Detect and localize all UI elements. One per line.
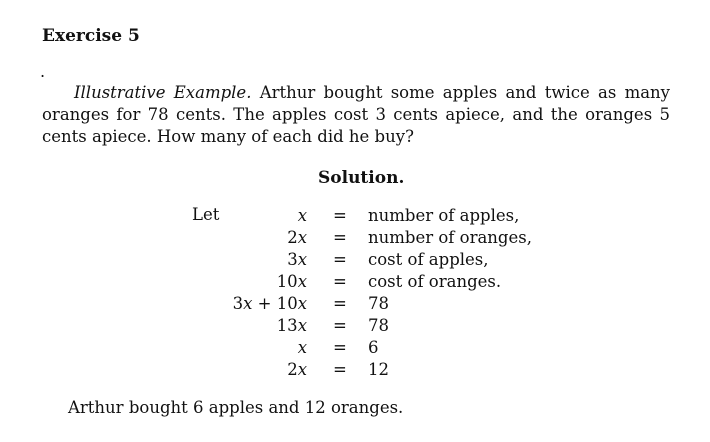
equation-lhs: x xyxy=(297,338,307,357)
equation-lhs: 10x xyxy=(276,272,307,291)
exercise-heading: Exercise 5 xyxy=(42,26,140,46)
equation-rhs: number of oranges, xyxy=(368,228,532,247)
equals-sign: = xyxy=(333,228,347,247)
equation-row xyxy=(0,205,710,227)
equation-lhs: x xyxy=(297,206,307,225)
equation-lhs: 2x xyxy=(287,360,307,379)
equation-rhs: 6 xyxy=(368,338,379,357)
equals-sign: = xyxy=(333,360,347,379)
equation-row xyxy=(0,337,710,359)
equation-rhs: 78 xyxy=(368,316,389,335)
equals-sign: = xyxy=(333,338,347,357)
example-text: Arthur bought some apples and twice as many oranges for 78 cents. The apples cost 3 cents apiece, and the oranges 5 cents apiece. How many of each did he buy? xyxy=(42,83,670,146)
example-label: Illustrative Example. xyxy=(74,83,252,102)
equation-rhs: number of apples, xyxy=(368,206,520,225)
equation-lhs: 3x + 10x xyxy=(232,294,307,313)
equation-rhs: cost of oranges. xyxy=(368,272,502,291)
equation-row xyxy=(0,249,710,271)
equation-row xyxy=(0,359,710,381)
bullet-dot: . xyxy=(40,62,46,81)
equation-lhs: 3x xyxy=(287,250,307,269)
equation-row xyxy=(0,315,710,337)
equals-sign: = xyxy=(333,316,347,335)
equation-lhs: 2x xyxy=(287,228,307,247)
equation-row xyxy=(0,293,710,315)
equals-sign: = xyxy=(333,206,347,225)
equals-sign: = xyxy=(333,294,347,313)
equation-row xyxy=(0,227,710,249)
equation-rhs: 12 xyxy=(368,360,389,379)
equation-rhs: cost of apples, xyxy=(368,250,489,269)
conclusion-text: Arthur bought 6 apples and 12 oranges. xyxy=(68,398,404,417)
equation-array xyxy=(0,205,710,381)
solution-title: Solution. xyxy=(318,168,405,188)
equation-lhs: 13x xyxy=(276,316,307,335)
let-label: Let xyxy=(192,205,220,224)
equals-sign: = xyxy=(333,272,347,291)
example-paragraph xyxy=(42,82,670,148)
equation-row xyxy=(0,271,710,293)
equals-sign: = xyxy=(333,250,347,269)
equation-rhs: 78 xyxy=(368,294,389,313)
